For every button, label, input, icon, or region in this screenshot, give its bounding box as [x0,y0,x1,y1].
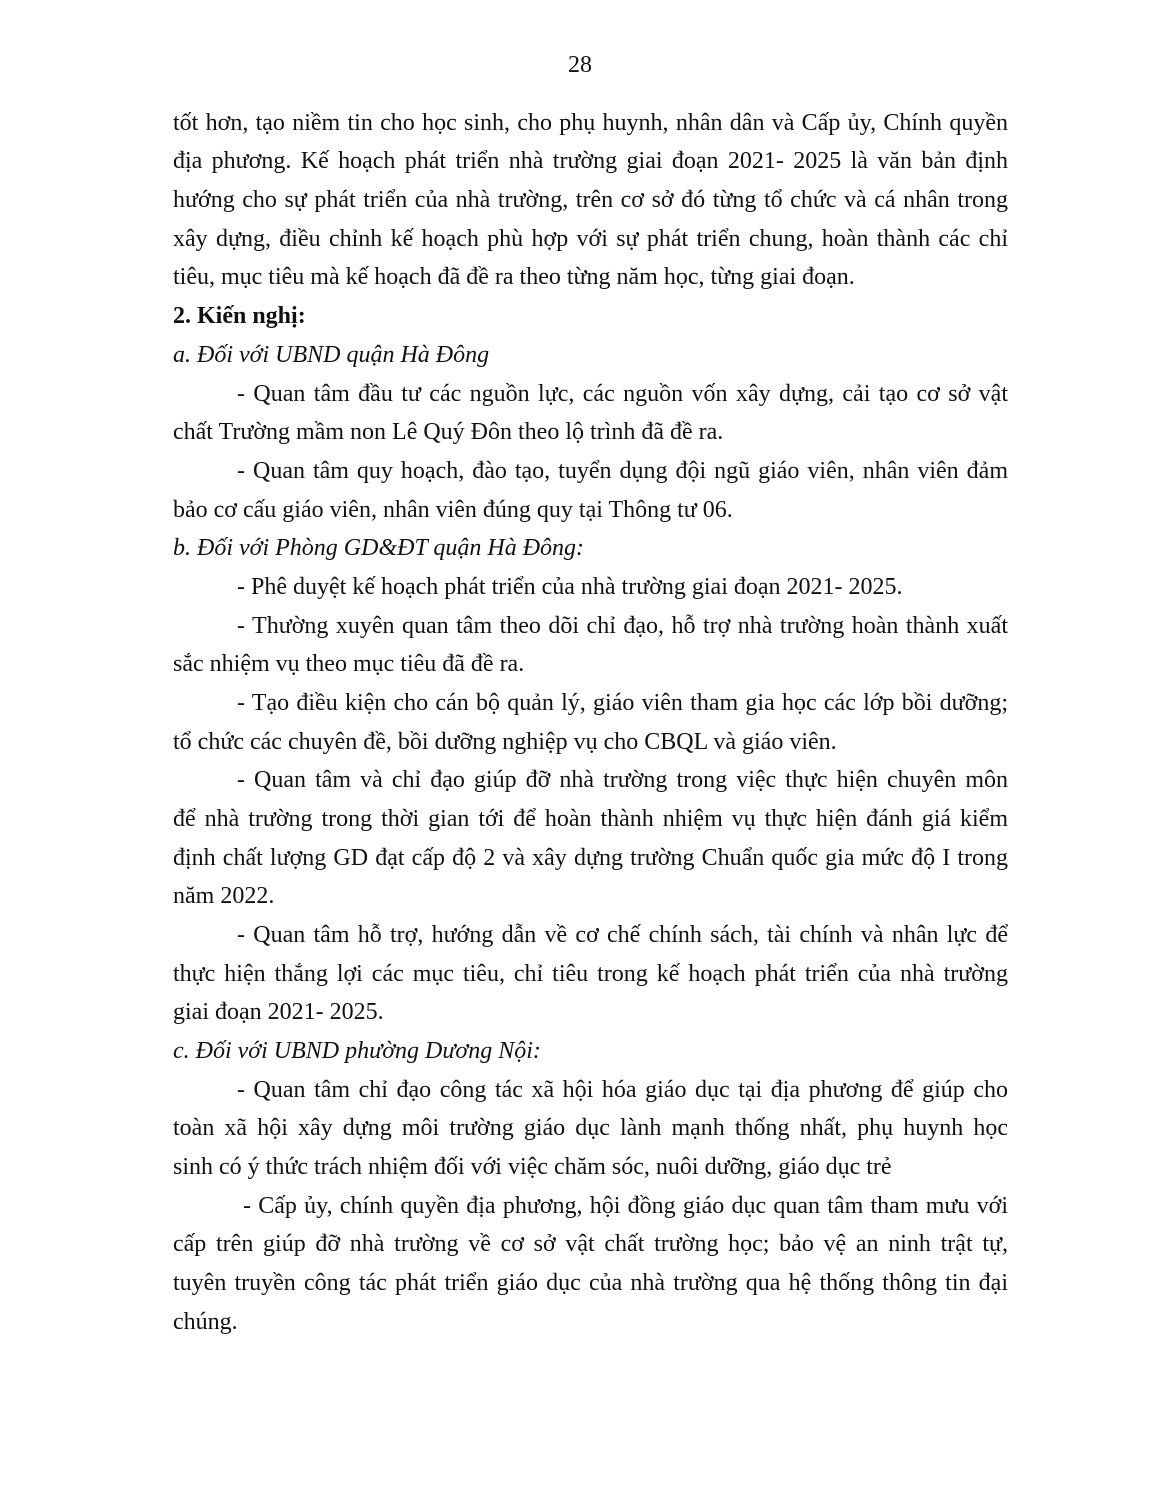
intro-line: tiêu, mục tiêu mà kế hoạch đã đề ra theo từng năm học, từng giai đoạn. [173,264,855,290]
page-number: 28 [568,52,592,78]
paragraph-line: - Phê duyệt kế hoạch phát triển của nhà trường giai đoạn 2021- 2025. [237,574,903,600]
paragraph-line: - Quan tâm hỗ trợ, hướng dẫn về cơ chế chính sách, tài chính và nhân lực để [237,922,1008,948]
paragraph-line: định chất lượng GD đạt cấp độ 2 và xây dựng trường Chuẩn quốc gia mức độ I trong [173,845,1008,871]
intro-line: tốt hơn, tạo niềm tin cho học sinh, cho phụ huynh, nhân dân và Cấp ủy, Chính quyền [173,110,1008,136]
intro-line: hướng cho sự phát triển của nhà trường, trên cơ sở đó từng tổ chức và cá nhân trong [173,187,1008,213]
paragraph-line: toàn xã hội xây dựng môi trường giáo dục lành mạnh thống nhất, phụ huynh học [173,1115,1008,1141]
paragraph-line: tuyên truyền công tác phát triển giáo dục của nhà trường qua hệ thống thông tin đại [173,1270,1008,1296]
paragraph-line: giai đoạn 2021- 2025. [173,999,384,1025]
paragraph-line: - Tạo điều kiện cho cán bộ quản lý, giáo viên tham gia học các lớp bồi dưỡng; [237,690,1008,716]
subsection-c-heading: c. Đối với UBND phường Dương Nội: [173,1038,541,1064]
paragraph-line: - Cấp ủy, chính quyền địa phương, hội đồng giáo dục quan tâm tham mưu với [243,1193,1008,1219]
paragraph-line: tổ chức các chuyên đề, bồi dưỡng nghiệp vụ cho CBQL và giáo viên. [173,729,837,755]
paragraph-line: thực hiện thắng lợi các mục tiêu, chỉ tiêu trong kế hoạch phát triển của nhà trường [173,961,1008,987]
paragraph-line: sinh có ý thức trách nhiệm đối với việc chăm sóc, nuôi dưỡng, giáo dục trẻ [173,1154,892,1180]
paragraph-line: chúng. [173,1309,238,1335]
paragraph-line: - Quan tâm quy hoạch, đào tạo, tuyển dụng đội ngũ giáo viên, nhân viên đảm [237,458,1008,484]
paragraph-line: - Quan tâm và chỉ đạo giúp đỡ nhà trường trong việc thực hiện chuyên môn [237,767,1008,793]
paragraph-line: cấp trên giúp đỡ nhà trường về cơ sở vật chất trường học; bảo vệ an ninh trật tự, [173,1231,1008,1257]
subsection-b-heading: b. Đối với Phòng GD&ĐT quận Hà Đông: [173,535,585,561]
intro-line: xây dựng, điều chỉnh kế hoạch phù hợp với sự phát triển chung, hoàn thành các chỉ [173,226,1008,252]
intro-line: địa phương. Kế hoạch phát triển nhà trường giai đoạn 2021- 2025 là văn bản định [173,148,1008,174]
paragraph-line: - Quan tâm chỉ đạo công tác xã hội hóa giáo dục tại địa phương để giúp cho [237,1077,1008,1103]
paragraph-line: - Thường xuyên quan tâm theo dõi chỉ đạo, hỗ trợ nhà trường hoàn thành xuất [237,613,1008,639]
paragraph-line: để nhà trường trong thời gian tới để hoàn thành nhiệm vụ thực hiện đánh giá kiểm [173,806,1008,832]
paragraph-line: sắc nhiệm vụ theo mục tiêu đã đề ra. [173,651,525,677]
paragraph-line: - Quan tâm đầu tư các nguồn lực, các nguồn vốn xây dựng, cải tạo cơ sở vật [237,381,1008,407]
section-heading: 2. Kiến nghị: [173,303,306,329]
paragraph-line: bảo cơ cấu giáo viên, nhân viên đúng quy tại Thông tư 06. [173,497,733,523]
subsection-a-heading: a. Đối với UBND quận Hà Đông [173,342,490,368]
paragraph-line: chất Trường mầm non Lê Quý Đôn theo lộ trình đã đề ra. [173,419,724,445]
paragraph-line: năm 2022. [173,883,275,909]
